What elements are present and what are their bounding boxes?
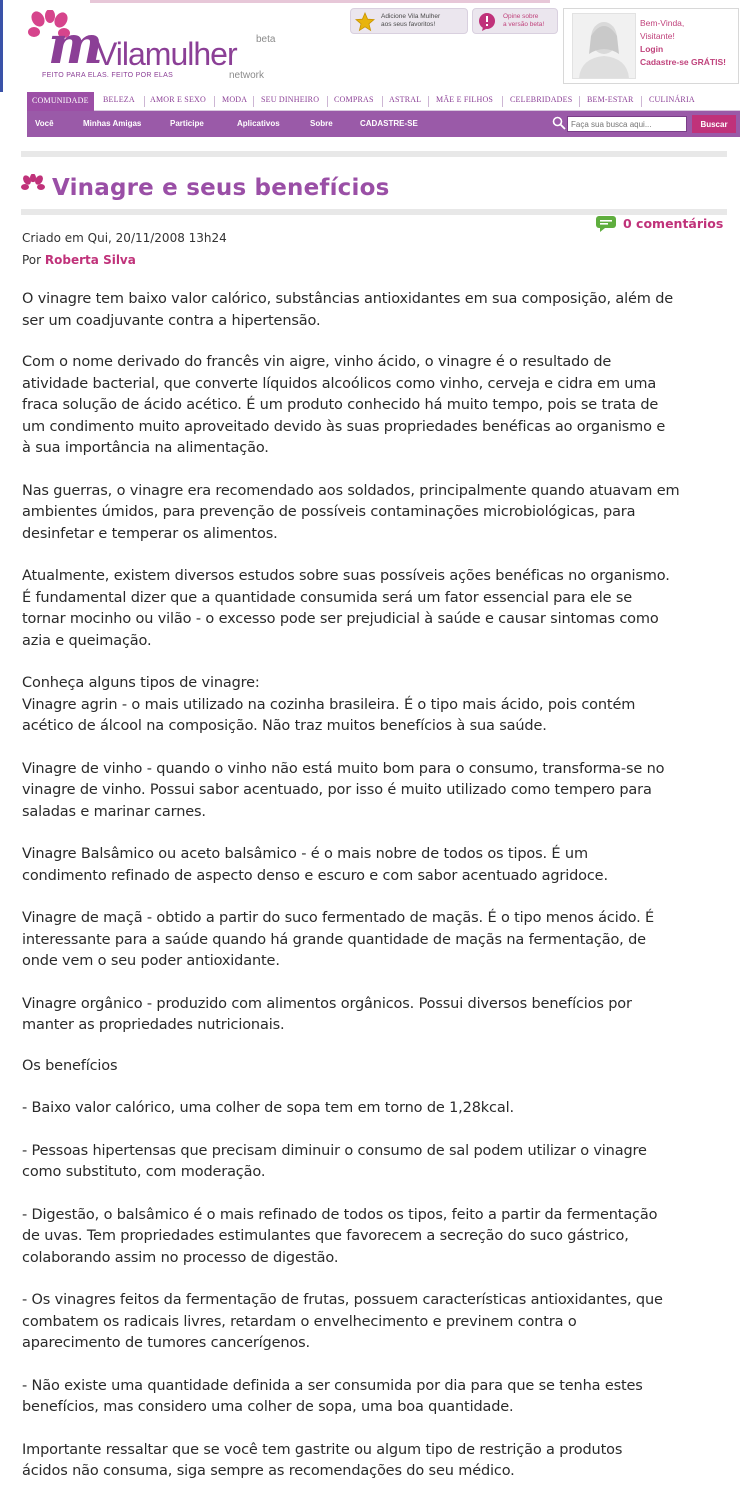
article-paragraph: - Baixo valor calórico, uma colher de sopa tem em torno de 1,28kcal. bbox=[22, 1100, 514, 1116]
search-button[interactable]: Buscar bbox=[692, 115, 736, 133]
subnav-item-participe[interactable]: Participe bbox=[170, 119, 204, 128]
nav-item-amor-e-sexo[interactable]: AMOR E SEXO bbox=[150, 95, 206, 104]
community-subnav bbox=[27, 111, 740, 137]
logo-mark: m bbox=[48, 15, 104, 76]
user-silhouette-icon bbox=[573, 14, 635, 78]
nav-item-mae-e-filhos[interactable]: MÃE E FILHOS bbox=[436, 95, 494, 104]
nav-item-moda[interactable]: MODA bbox=[222, 95, 248, 104]
star-icon bbox=[355, 12, 375, 32]
opine-beta-button[interactable] bbox=[472, 8, 558, 34]
article-paragraph: - Não existe uma quantidade definida a ser consumida por dia para que se tenha estes benefícios, mas considero uma colher de sopa, uma boa quantidade. bbox=[22, 1377, 643, 1415]
opine-line2: a versão beta! bbox=[503, 21, 545, 28]
add-favorites-label bbox=[381, 13, 440, 29]
article-body bbox=[22, 289, 730, 1483]
nav-separator bbox=[502, 96, 503, 107]
nav-separator bbox=[327, 96, 328, 107]
article-paragraph: O vinagre tem baixo valor calórico, substâncias antioxidantes em sua composição, além de ser um coadjuvante contra a hipertensão. bbox=[22, 291, 674, 329]
logo-network: network bbox=[229, 70, 265, 81]
content-divider-top bbox=[21, 151, 727, 157]
search-icon bbox=[552, 116, 566, 130]
login-links bbox=[640, 17, 726, 69]
nav-item-comunidade[interactable]: COMUNIDADE bbox=[27, 92, 94, 111]
comments-count: 0 comentários bbox=[623, 216, 724, 231]
exclamation-bubble-icon bbox=[477, 12, 497, 32]
subnav-item-sobre[interactable]: Sobre bbox=[310, 119, 333, 128]
avatar bbox=[572, 13, 636, 79]
left-accent-bar bbox=[0, 0, 3, 92]
author-link[interactable]: Roberta Silva bbox=[44, 253, 136, 267]
logo-tagline: FEITO PARA ELAS. FEITO POR ELAS bbox=[42, 72, 174, 79]
article-paragraph: Atualmente, existem diversos estudos sobre suas possíveis ações benéficas no organismo. É fundamental dizer que a quantidade consumida será um fator essencial para ele se tornar mocinho ou vilão - o excesso pode ser prejudicial à saúde e causar sintomas como azia e queimação. bbox=[22, 568, 670, 649]
nav-separator bbox=[641, 96, 642, 107]
subnav-item-aplicativos[interactable]: Aplicativos bbox=[237, 119, 280, 128]
login-link[interactable]: Login bbox=[640, 44, 664, 54]
add-favorites-line2: aos seus favoritos! bbox=[381, 21, 436, 28]
visitor-text: Visitante! bbox=[640, 31, 675, 41]
logo-beta: beta bbox=[256, 34, 276, 45]
nav-separator bbox=[579, 96, 580, 107]
nav-item-celebridades[interactable]: CELEBRIDADES bbox=[510, 95, 573, 104]
nav-separator bbox=[253, 96, 254, 107]
main-nav bbox=[27, 92, 740, 111]
logo-name: Vilamulher bbox=[96, 36, 237, 72]
article-paragraph: Vinagre Balsâmico ou aceto balsâmico - é o mais nobre de todos os tipos. É um condimento refinado de aspecto denso e escuro e com sabor acentuado agridoce. bbox=[22, 846, 608, 884]
author-line bbox=[22, 253, 136, 267]
welcome-text: Bem-Vinda, bbox=[640, 18, 685, 28]
article-paragraph: Vinagre orgânico - produzido com alimentos orgânicos. Possui diversos benefícios por manter as propriedades nutricionais. bbox=[22, 995, 632, 1033]
add-favorites-button[interactable] bbox=[350, 8, 468, 34]
nav-item-bem-estar[interactable]: BEM-ESTAR bbox=[587, 95, 634, 104]
article-paragraph: - Pessoas hipertensas que precisam diminuir o consumo de sal podem utilizar o vinagre como substituto, com moderação. bbox=[22, 1142, 647, 1180]
subnav-item-voce[interactable]: Você bbox=[35, 119, 54, 128]
article-paragraph: Com o nome derivado do francês vin aigre, vinho ácido, o vinagre é o resultado de atividade bacterial, que converte líquidos alcoólicos como vinho, cerveja e cidra em uma fraca solução de ácido acético. É um produto conhecido há muito tempo, pois se trata de um condimento muito aproveitado devido às suas propriedades benéficas ao organismo e à sua importância na alimentação. bbox=[22, 354, 666, 456]
subnav-item-minhas-amigas[interactable]: Minhas Amigas bbox=[83, 119, 142, 128]
signup-link[interactable]: Cadastre-se GRÁTIS! bbox=[640, 57, 726, 67]
article-paragraph: Conheça alguns tipos de vinagre: Vinagre agrin - o mais utilizado na cozinha brasileira. É o tipo mais ácido, pois contém acético de álcool na composição. Não traz muitos benefícios à sua saúde. bbox=[22, 675, 636, 734]
login-box bbox=[563, 8, 739, 84]
nav-separator bbox=[214, 96, 215, 107]
nav-separator bbox=[144, 96, 145, 107]
comment-bubble-icon bbox=[595, 215, 617, 233]
article-paragraph: - Digestão, o balsâmico é o mais refinado de todos os tipos, feito a partir da fermentação de uvas. Tem propriedades estimulantes que favorecem a secreção do suco gástrico, colaborando assim no processo de digestão. bbox=[22, 1206, 658, 1266]
nav-item-astral[interactable]: ASTRAL bbox=[389, 95, 422, 104]
search-input[interactable] bbox=[567, 116, 687, 132]
nav-item-compras[interactable]: COMPRAS bbox=[334, 95, 374, 104]
page-title: Vinagre e seus benefícios bbox=[52, 175, 390, 201]
article-paragraph: - Os vinagres feitos da fermentação de frutas, possuem características antioxidantes, que combatem os radicais livres, retardam o envelhecimento e previnem contra o aparecimento de tumores cancerígenos. bbox=[22, 1292, 663, 1351]
add-favorites-line1: Adicione Vila Mulher bbox=[381, 13, 441, 20]
created-date: Criado em Qui, 20/11/2008 13h24 bbox=[22, 231, 227, 245]
article-paragraph: Vinagre de maçã - obtido a partir do suco fermentado de maçãs. É o tipo menos ácido. É interessante para a saúde quando há grande quantidade de maçãs na fermentação, de onde vem o seu poder antioxidante. bbox=[22, 910, 655, 969]
nav-item-seu-dinheiro[interactable]: SEU DINHEIRO bbox=[261, 95, 320, 104]
opine-line1: Opine sobre bbox=[503, 13, 539, 20]
opine-beta-label bbox=[503, 13, 544, 29]
nav-separator bbox=[382, 96, 383, 107]
nav-item-beleza[interactable]: BELEZA bbox=[103, 95, 135, 104]
nav-item-culinaria[interactable]: CULINÁRIA bbox=[649, 95, 695, 104]
comments-link[interactable] bbox=[595, 215, 725, 233]
article-paragraph: Nas guerras, o vinagre era recomendado aos soldados, principalmente quando atuavam em ambientes úmidos, para prevenção de possíveis contaminações microbiológicas, para desinfetar e temperar os alimentos. bbox=[22, 482, 680, 542]
article-paragraph: Importante ressaltar que se você tem gastrite ou algum tipo de restrição a produtos ácidos não consuma, siga sempre as recomendações do seu médico. bbox=[22, 1441, 623, 1479]
article-subheading: Os benefícios bbox=[22, 1057, 118, 1074]
site-header bbox=[0, 0, 740, 92]
flower-bullet-icon bbox=[20, 174, 46, 196]
author-prefix: Por bbox=[22, 253, 42, 267]
nav-separator bbox=[428, 96, 429, 107]
subnav-item-cadastre-se[interactable]: CADASTRE-SE bbox=[360, 119, 418, 128]
top-accent-bar bbox=[90, 0, 550, 3]
article-paragraph: Vinagre de vinho - quando o vinho não está muito bom para o consumo, transforma-se no vinagre de vinho. Possui sabor acentuado, por isso é muito utilizado como tempero para saladas e marinar carnes. bbox=[22, 760, 665, 820]
site-logo[interactable] bbox=[26, 8, 286, 84]
